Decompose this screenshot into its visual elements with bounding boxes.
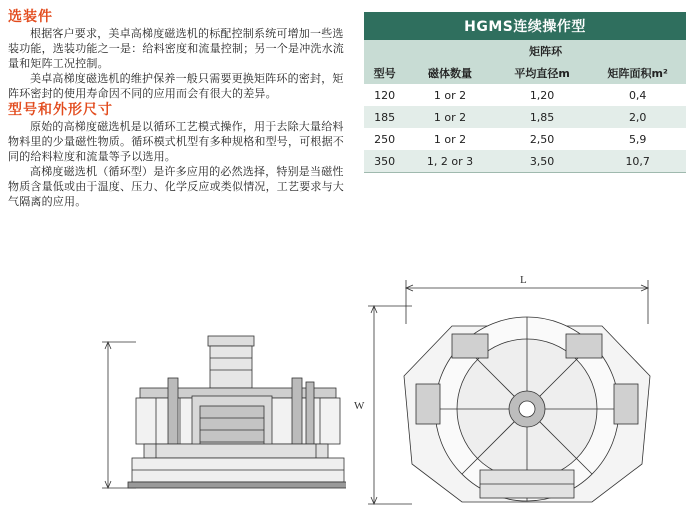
cell-magnets: 1 or 2 [405, 84, 494, 106]
top-view-drawing [352, 264, 696, 506]
options-paragraph-1: 根据客户要求，美卓高梯度磁选机的标配控制系统可增加一些选装功能，选装功能之一是：给料密度和流量控制；另一个是冲洗水流量和矩阵工况控制。 [8, 27, 344, 70]
table-group-header: 矩阵环 [405, 40, 686, 62]
dimension-label-w: W [354, 400, 365, 412]
cell-magnets: 1, 2 or 3 [405, 150, 494, 173]
spec-table [364, 12, 686, 173]
section-title-models: 型号和外形尺寸 [8, 102, 113, 118]
models-paragraph-1: 原始的高梯度磁选机是以循环工艺模式操作，用于去除大量给料物料里的少量磁性物质。循环模式机型有多种规格和型号，可根据不同的给料粒度和流量等予以选用。 [8, 120, 344, 163]
cell-magnets: 1 or 2 [405, 128, 494, 150]
table-header-area: 矩阵面积m² [589, 62, 686, 84]
table-header-blank [364, 40, 405, 62]
cell-area: 10,7 [589, 150, 686, 173]
options-paragraph-2: 美卓高梯度磁选机的维护保养一般只需要更换矩阵环的密封，矩阵环密封的使用寿命因不同的应用而会有很大的差异。 [8, 72, 344, 100]
section-title-options: 选装件 [8, 9, 53, 25]
table-group-header-row [364, 40, 686, 62]
dimension-label-l: L [520, 274, 527, 286]
cell-model: 350 [364, 150, 405, 173]
table-title-row [364, 12, 686, 40]
cell-magnets: 1 or 2 [405, 106, 494, 128]
cell-diameter: 1,85 [495, 106, 590, 128]
side-view-drawing [96, 322, 346, 506]
cell-area: 0,4 [589, 84, 686, 106]
table-title: HGMS连续操作型 [364, 12, 686, 40]
cell-area: 5,9 [589, 128, 686, 150]
table-header-diameter: 平均直径m [495, 62, 590, 84]
cell-area: 2,0 [589, 106, 686, 128]
cell-model: 120 [364, 84, 405, 106]
cell-diameter: 1,20 [495, 84, 590, 106]
table-row [364, 84, 686, 106]
text-column [8, 8, 346, 209]
cell-diameter: 2,50 [495, 128, 590, 150]
cell-diameter: 3,50 [495, 150, 590, 173]
table-row [364, 150, 686, 173]
table-row [364, 128, 686, 150]
table-header-row [364, 62, 686, 84]
cell-model: 185 [364, 106, 405, 128]
models-paragraph-2: 高梯度磁选机（循环型）是许多应用的必然选择，特别是当磁性物质含量低或由于温度、压力、化学反应或类似情况，工艺要求与大气隔离的应用。 [8, 165, 344, 208]
cell-model: 250 [364, 128, 405, 150]
table-header-magnets: 磁体数量 [405, 62, 494, 84]
table-header-model: 型号 [364, 62, 405, 84]
table-row [364, 106, 686, 128]
